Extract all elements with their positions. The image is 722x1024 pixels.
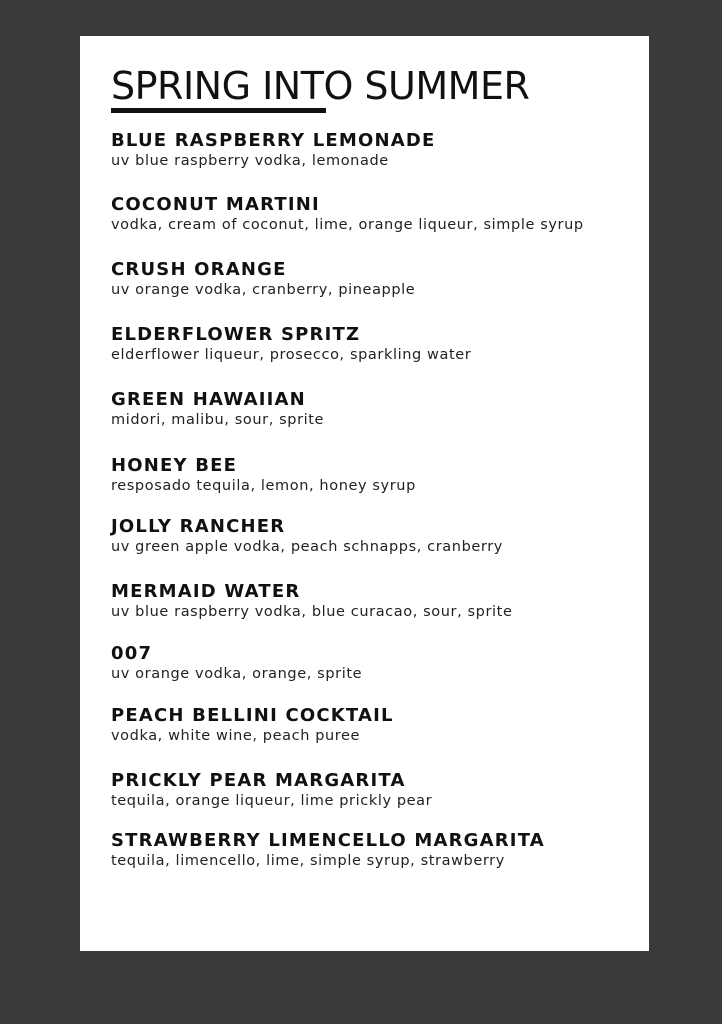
menu-item bbox=[111, 516, 619, 557]
menu-item-description: vodka, cream of coconut, lime, orange liqueur, simple syrup bbox=[111, 217, 584, 233]
menu-item-description: elderflower liqueur, prosecco, sparkling water bbox=[111, 347, 472, 363]
menu-item-description: uv orange vodka, cranberry, pineapple bbox=[111, 282, 416, 298]
menu-item bbox=[111, 770, 619, 811]
menu-item bbox=[111, 194, 619, 235]
menu-title: SPRING INTO SUMMER bbox=[111, 64, 530, 108]
menu-item bbox=[111, 705, 619, 746]
title-underline bbox=[111, 108, 326, 113]
menu-item-name: COCONUT MARTINI bbox=[111, 194, 320, 215]
menu-item bbox=[111, 830, 619, 871]
menu-item-description: uv blue raspberry vodka, lemonade bbox=[111, 153, 389, 169]
menu-item-name: ELDERFLOWER SPRITZ bbox=[111, 324, 361, 345]
menu-card bbox=[80, 36, 649, 951]
menu-item-description: uv blue raspberry vodka, blue curacao, sour, sprite bbox=[111, 604, 513, 620]
menu-item-name: CRUSH ORANGE bbox=[111, 259, 287, 280]
menu-item-description: resposado tequila, lemon, honey syrup bbox=[111, 478, 416, 494]
menu-item bbox=[111, 259, 619, 300]
menu-item bbox=[111, 643, 619, 684]
menu-item-description: midori, malibu, sour, sprite bbox=[111, 412, 325, 428]
menu-item bbox=[111, 130, 619, 171]
menu-item-name: PEACH BELLINI COCKTAIL bbox=[111, 705, 394, 726]
menu-item-name: HONEY BEE bbox=[111, 455, 238, 476]
menu-item bbox=[111, 455, 619, 496]
menu-item-name: PRICKLY PEAR MARGARITA bbox=[111, 770, 406, 791]
menu-item-description: vodka, white wine, peach puree bbox=[111, 728, 361, 744]
menu-item-description: uv green apple vodka, peach schnapps, cranberry bbox=[111, 539, 503, 555]
menu-item-name: GREEN HAWAIIAN bbox=[111, 389, 306, 410]
menu-item-description: uv orange vodka, orange, sprite bbox=[111, 666, 363, 682]
menu-item-description: tequila, orange liqueur, lime prickly pear bbox=[111, 793, 433, 809]
menu-item bbox=[111, 324, 619, 365]
menu-item-description: tequila, limencello, lime, simple syrup, strawberry bbox=[111, 853, 505, 869]
menu-item bbox=[111, 581, 619, 622]
menu-item-name: STRAWBERRY LIMENCELLO MARGARITA bbox=[111, 830, 545, 851]
menu-item-name: JOLLY RANCHER bbox=[111, 516, 286, 537]
menu-item-name: BLUE RASPBERRY LEMONADE bbox=[111, 130, 436, 151]
menu-item-name: MERMAID WATER bbox=[111, 581, 301, 602]
menu-item bbox=[111, 389, 619, 430]
menu-item-name: 007 bbox=[111, 643, 153, 664]
